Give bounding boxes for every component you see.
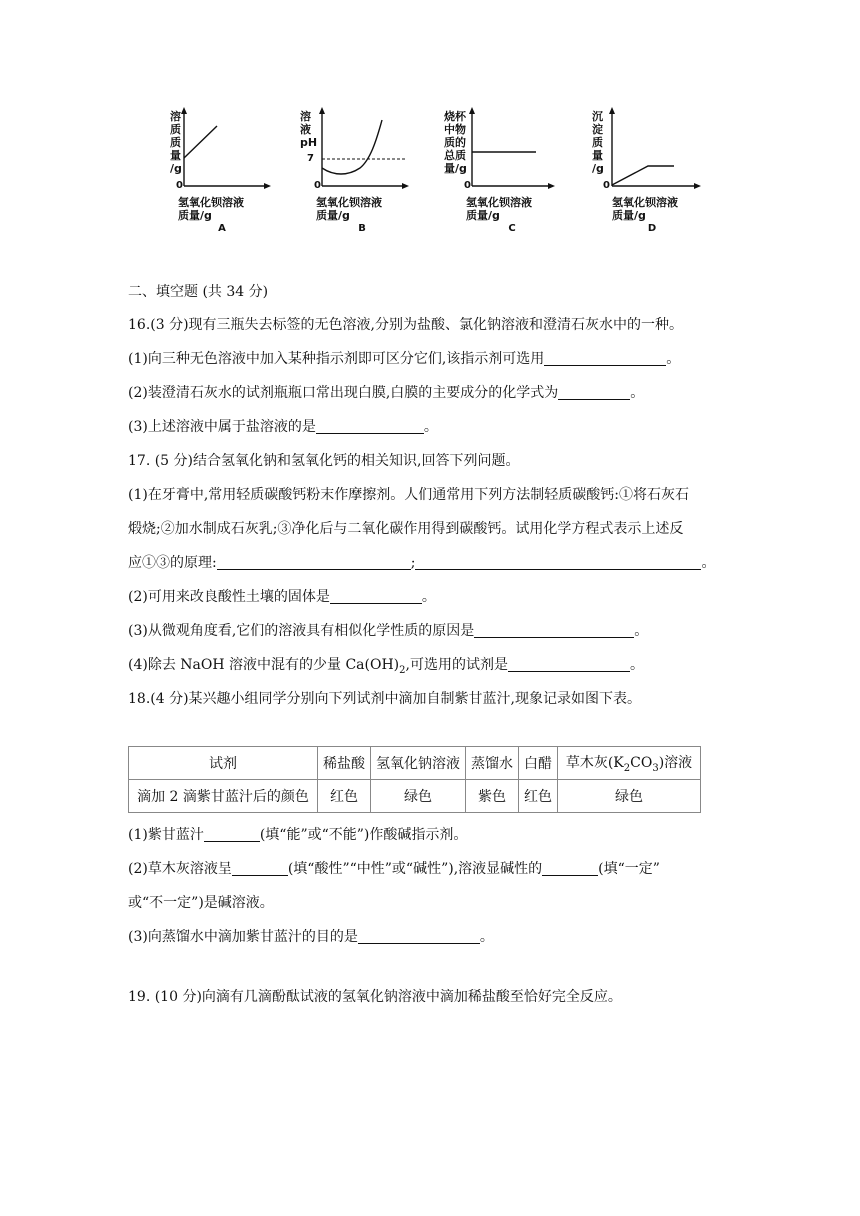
graph-d-xlabel: 氢氧化钡溶液 质量/g [612, 196, 678, 222]
graph-d-caption: D [647, 223, 657, 234]
table-cell: 蒸馏水 [466, 747, 519, 780]
graph-a [160, 106, 290, 238]
q16-stem: 16.(3 分)现有三瓶失去标签的无色溶液,分别为盐酸、氯化钠溶液和澄清石灰水中的一种。 [128, 317, 683, 333]
q16-blank2[interactable] [558, 383, 630, 400]
q18-blank3[interactable] [542, 859, 598, 876]
table-cell: 紫色 [466, 780, 519, 813]
q17-blank4[interactable] [474, 621, 634, 638]
q16-blank3[interactable] [316, 417, 424, 434]
q16-part3: (3)上述溶液中属于盐溶液的是 。 [128, 419, 438, 435]
table-cell: 绿色 [558, 780, 701, 813]
table-cell: 滴加 2 滴紫甘蓝汁后的颜色 [129, 780, 318, 813]
q18-part2: (2)草木灰溶液呈 (填“酸性”“中性”或“碱性”),溶液显碱性的 (填“一定” [128, 861, 660, 877]
graph-b-curve [322, 120, 382, 174]
q17-part1-b: 煅烧;②加水制成石灰乳;③净化后与二氧化碳作用得到碳酸钙。试用化学方程式表示上述反 [128, 521, 684, 537]
table-cell: 绿色 [371, 780, 466, 813]
q17-blank3[interactable] [330, 587, 422, 604]
q18-subquestions [128, 818, 748, 954]
graph-b-tick-7: 7 [307, 153, 314, 164]
graph-a-ylabel: 溶 质 质 量 /g [170, 110, 182, 175]
q18-blank4[interactable] [358, 927, 480, 944]
questions-content [128, 276, 738, 716]
graph-b-origin: 0 [314, 180, 321, 191]
q18-blank2[interactable] [232, 859, 288, 876]
graph-c-origin: 0 [464, 180, 471, 191]
q17-blank2[interactable] [415, 553, 701, 570]
table-row [129, 780, 701, 813]
q17-stem: 17. (5 分)结合氢氧化钠和氢氧化钙的相关知识,回答下列问题。 [128, 453, 520, 469]
q17-part1-c: 应①③的原理: ; 。 [128, 555, 716, 571]
q18-part3: (3)向蒸馏水中滴加紫甘蓝汁的目的是 。 [128, 929, 494, 945]
q18-part2-cont: 或“不一定”)是碱溶液。 [128, 895, 274, 911]
graph-c-y-arrow [469, 107, 475, 114]
table-row [129, 747, 701, 780]
q16-blank1[interactable] [544, 349, 666, 366]
graph-c-x-arrow [548, 183, 555, 189]
graph-b [298, 106, 428, 238]
graph-b-caption: B [358, 223, 366, 234]
graph-a-origin: 0 [176, 180, 183, 191]
graphs-row [160, 106, 720, 238]
q18-blank1[interactable] [204, 825, 260, 842]
graph-c-xlabel: 氢氧化钡溶液 质量/g [466, 196, 532, 222]
graph-d-x-arrow [694, 183, 701, 189]
q18-part1: (1)紫甘蓝汁 (填“能”或“不能”)作酸碱指示剂。 [128, 827, 468, 843]
table-cell: 草木灰$(K_2CO_3)$溶液 [558, 747, 701, 780]
graph-a-x-arrow [264, 183, 271, 189]
graph-b-ylabel: 溶 液 pH [300, 110, 318, 149]
table-cell: 试剂 [129, 747, 318, 780]
graph-d-y-arrow [609, 107, 615, 114]
q17-part3: (3)从微观角度看,它们的溶液具有相似化学性质的原因是 。 [128, 623, 649, 639]
q17-blank5[interactable] [508, 655, 630, 672]
q16-part2: (2)装澄清石灰水的试剂瓶瓶口常出现白膜,白膜的主要成分的化学式为 。 [128, 385, 645, 401]
q16-part1: (1)向三种无色溶液中加入某种指示剂即可区分它们,该指示剂可选用 。 [128, 351, 681, 367]
q17-part4: (4)除去 NaOH 溶液中混有的少量 $Ca(OH)_2$,可选用的试剂是 。 [128, 657, 644, 676]
table-cell: 白醋 [519, 747, 558, 780]
reagent-color-table [128, 746, 701, 813]
graph-d-origin: 0 [603, 180, 610, 191]
graph-c-plot [444, 106, 574, 206]
graph-a-plot [160, 106, 290, 206]
graph-b-plot [298, 106, 428, 206]
section-title: 二、填空题 (共 34 分) [128, 284, 269, 300]
graph-b-x-arrow [402, 183, 409, 189]
graph-b-y-arrow [319, 107, 325, 114]
q17-part1-a: (1)在牙膏中,常用轻质碳酸钙粉末作摩擦剂。人们通常用下列方法制轻质碳酸钙:①将石灰石 [128, 487, 689, 503]
q19-stem: 19. (10 分)向滴有几滴酚酞试液的氢氧化钠溶液中滴加稀盐酸至恰好完全反应。 [128, 989, 622, 1005]
graph-d-plot [590, 106, 720, 206]
graph-c-caption: C [508, 223, 516, 234]
graph-a-curve [184, 126, 217, 158]
table-cell: 红色 [519, 780, 558, 813]
q17-part2: (2)可用来改良酸性土壤的固体是 。 [128, 589, 436, 605]
graph-a-y-arrow [181, 107, 187, 114]
table-cell: 红色 [318, 780, 371, 813]
graph-d-ylabel: 沉 淀 质 量 /g [592, 110, 604, 175]
graph-d-curve [612, 166, 674, 185]
graph-c-ylabel: 烧杯 中物 质的 总质 量/g [444, 110, 467, 175]
graph-c [444, 106, 574, 238]
graph-d [590, 106, 720, 238]
graph-b-xlabel: 氢氧化钡溶液 质量/g [316, 196, 382, 222]
table-cell: 稀盐酸 [318, 747, 371, 780]
q17-blank1[interactable] [217, 553, 411, 570]
q18-stem: 18.(4 分)某兴趣小组同学分别向下列试剂中滴加自制紫甘蓝汁,现象记录如图下表。 [128, 691, 641, 707]
graph-a-caption: A [218, 223, 226, 234]
graph-a-xlabel: 氢氧化钡溶液 质量/g [178, 196, 244, 222]
table-cell: 氢氧化钠溶液 [371, 747, 466, 780]
